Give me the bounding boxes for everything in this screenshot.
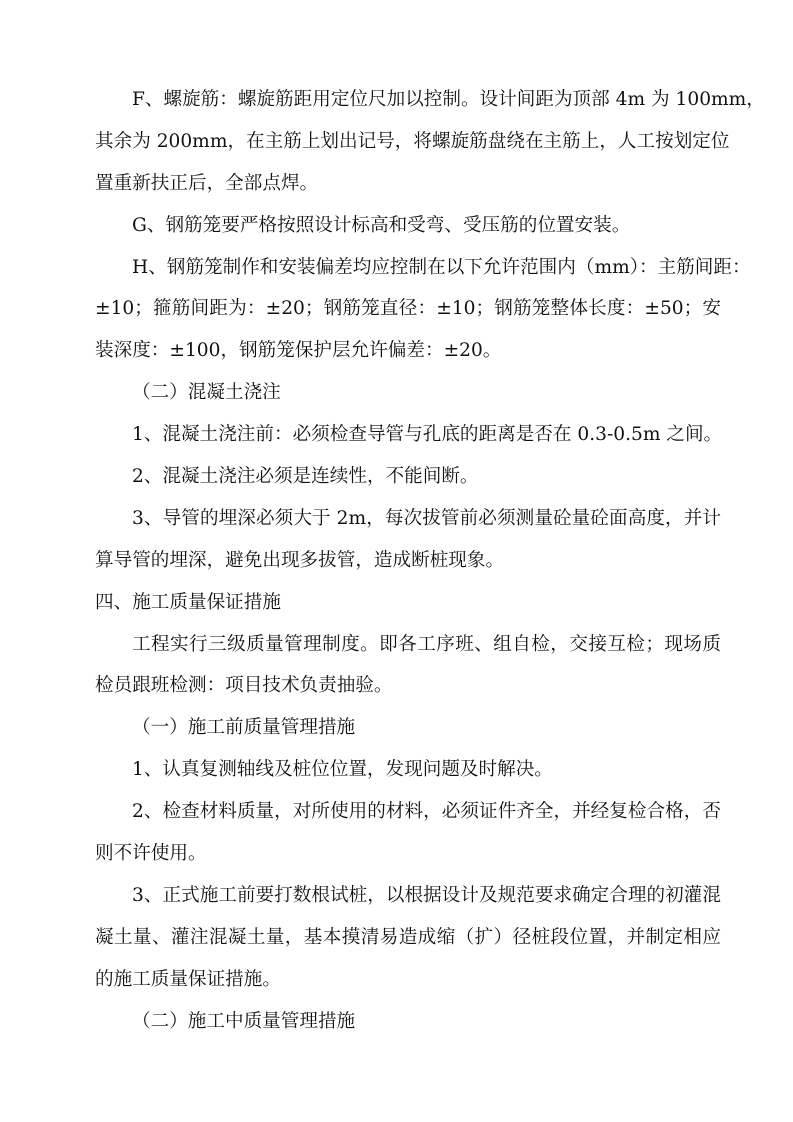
text-line: H、钢筋笼制作和安装偏差均应控制在以下允许范围内（mm）：主筋间距： <box>132 256 751 278</box>
text-line: 2、混凝土浇注必须是连续性，不能间断。 <box>132 466 479 488</box>
paragraph <box>95 247 751 373</box>
paragraph <box>95 582 721 624</box>
text-line: 凝土量、灌注混凝土量，基本摸清易造成缩（扩）径桩段位置，并制定相应 <box>95 926 721 948</box>
paragraph <box>95 79 765 205</box>
text-line: ±10；箍筋间距为：±20；钢筋笼直径：±10；钢筋笼整体长度：±50；安 <box>95 298 721 320</box>
text-line: （二）混凝土浇注 <box>132 382 281 404</box>
text-line: 其余为 200mm，在主筋上划出记号，将螺旋筋盘绕在主筋上，人工按划定位 <box>95 130 730 152</box>
text-line: 算导管的埋深，避免出现多拔管，造成断桩现象。 <box>95 549 505 571</box>
text-line: 的施工质量保证措施。 <box>95 968 281 990</box>
text-line: 1、混凝土浇注前：必须检查导管与孔底的距离是否在 0.3-0.5m 之间。 <box>132 424 723 446</box>
text-line: 则不许使用。 <box>95 843 207 865</box>
paragraph <box>95 456 721 498</box>
paragraph <box>95 205 721 247</box>
text-line: G、钢筋笼要严格按照设计标高和受弯、受压筋的位置安装。 <box>132 214 631 236</box>
text-line: 四、施工质量保证措施 <box>95 591 281 613</box>
text-line: 置重新扶正后，全部点焊。 <box>95 172 319 194</box>
paragraph <box>95 1001 721 1043</box>
paragraph <box>95 624 721 708</box>
paragraph <box>95 707 721 749</box>
paragraph <box>95 372 721 414</box>
text-line: 工程实行三级质量管理制度。即各工序班、组自检，交接互检；现场质 <box>132 633 721 655</box>
paragraph <box>95 498 721 582</box>
paragraph <box>95 414 721 456</box>
paragraph <box>95 749 721 791</box>
text-line: 检员跟班检测：项目技术负责抽验。 <box>95 675 393 697</box>
paragraph <box>95 875 721 1001</box>
text-line: 装深度：±100，钢筋笼保护层允许偏差：±20。 <box>95 340 502 362</box>
text-line: （二）施工中质量管理措施 <box>132 1010 356 1032</box>
text-line: 1、认真复测轴线及桩位位置，发现问题及时解决。 <box>132 759 553 781</box>
text-line: 3、正式施工前要打数根试桩，以根据设计及规范要求确定合理的初灌混 <box>132 884 721 906</box>
text-line: （一）施工前质量管理措施 <box>132 717 356 739</box>
paragraph <box>95 791 721 875</box>
text-line: 3、导管的埋深必须大于 2m，每次拔管前必须测量砼量砼面高度，并计 <box>132 507 721 529</box>
text-line: 2、检查材料质量，对所使用的材料，必须证件齐全，并经复检合格，否 <box>132 801 721 823</box>
text-line: F、螺旋筋：螺旋筋距用定位尺加以控制。设计间距为顶部 4m 为 100mm， <box>132 89 765 110</box>
document-page <box>95 79 765 1042</box>
